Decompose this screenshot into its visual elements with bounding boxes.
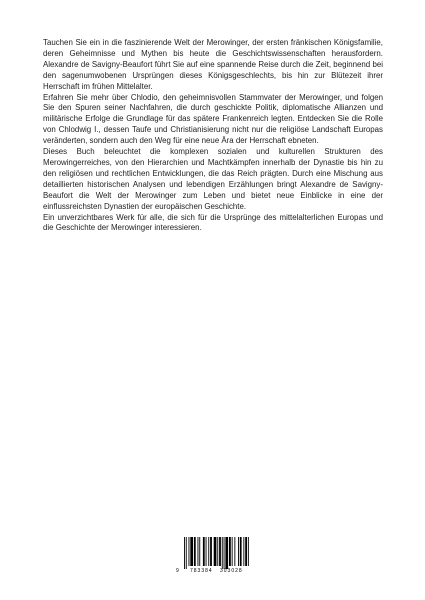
barcode-bars — [176, 536, 253, 570]
blurb-paragraph-4: Ein unverzichtbares Werk für alle, die sich für die Ursprünge des mittelalterlichen Europas und die Geschichte der Merowinger interessieren. — [43, 212, 383, 233]
barcode-bar — [229, 537, 231, 566]
barcode-bar — [248, 537, 249, 566]
barcode-left-digits: 783384 — [190, 568, 213, 574]
barcode-bar — [198, 537, 199, 566]
barcode-bar — [224, 537, 225, 569]
barcode-bar — [190, 537, 193, 566]
barcode-bar — [232, 537, 233, 566]
barcode-bar — [186, 537, 187, 569]
barcode-lead-digit: 9 — [176, 568, 179, 574]
barcode-bar — [217, 537, 218, 566]
barcode-digits — [176, 567, 253, 576]
isbn-barcode — [176, 536, 253, 576]
barcode-bar — [208, 537, 209, 566]
barcode-bar — [214, 537, 217, 566]
barcode-bar — [225, 537, 228, 569]
blurb-paragraph-2: Erfahren Sie mehr über Chlodio, den geheimnisvollen Stammvater der Merowinger, und folgen Sie den Spuren seiner Nachfahren, die durch geschickte Politik, diplomatische Allianzen und militärische Erfolge die Grundlage für das spätere Frankenreich legten. Entdecken Sie die Rolle von Chlodwig I., dessen Taufe und Christianisierung nicht nur die religiöse Landschaft Europas veränderten, sondern auch den Weg für eine neue Ära der Herrschaft ebneten. — [43, 92, 383, 146]
barcode-bar — [222, 537, 223, 569]
barcode-bar — [194, 537, 196, 566]
barcode-bar — [189, 537, 190, 566]
barcode-bar — [219, 537, 221, 566]
barcode-bar — [234, 537, 235, 566]
barcode-bar — [243, 537, 244, 566]
barcode-bar — [199, 537, 200, 566]
blurb-text — [43, 38, 383, 234]
barcode-bar — [245, 537, 247, 566]
barcode-bar — [206, 537, 207, 566]
blurb-paragraph-3: Dieses Buch beleuchtet die komplexen sozialen und kulturellen Strukturen des Merowingerreiches, von den Hierarchien und Machtkämpfen innerhalb der Dynastie bis hin zu den religiösen und rechtlichen Entwicklungen, die das Reich prägten. Durch eine Mischung aus detaillierten historischen Analysen und lebendigen Erzählungen bringt Alexandre de Savigny-Beaufort die Welt der Merowinger zum Leben und bietet neue Einblicke in eine der einflussreichsten Dynastien der europäischen Geschichte. — [43, 147, 383, 211]
blurb-paragraph-1: Tauchen Sie ein in die faszinierende Welt der Merowinger, der ersten fränkischen Königsfamilie, deren Geheimnisse und Mythen bis heute die Geschichtswissenschaften herausfordern. Alexandre de Savigny-Beaufort führt Sie auf eine spannende Reise durch die Zeit, beginnend bei den sagenumwobenen Ursprüngen dieses Königsgeschlechts, bis hin zur Blütezeit ihrer Herrschaft im frühen Mittelalter. — [43, 38, 383, 91]
barcode-bar — [203, 537, 205, 566]
barcode-bar — [238, 537, 239, 566]
barcode-bar — [240, 537, 242, 566]
barcode-right-digits: 303028 — [220, 568, 243, 574]
barcode-bar — [184, 537, 185, 569]
barcode-bar — [210, 537, 212, 566]
